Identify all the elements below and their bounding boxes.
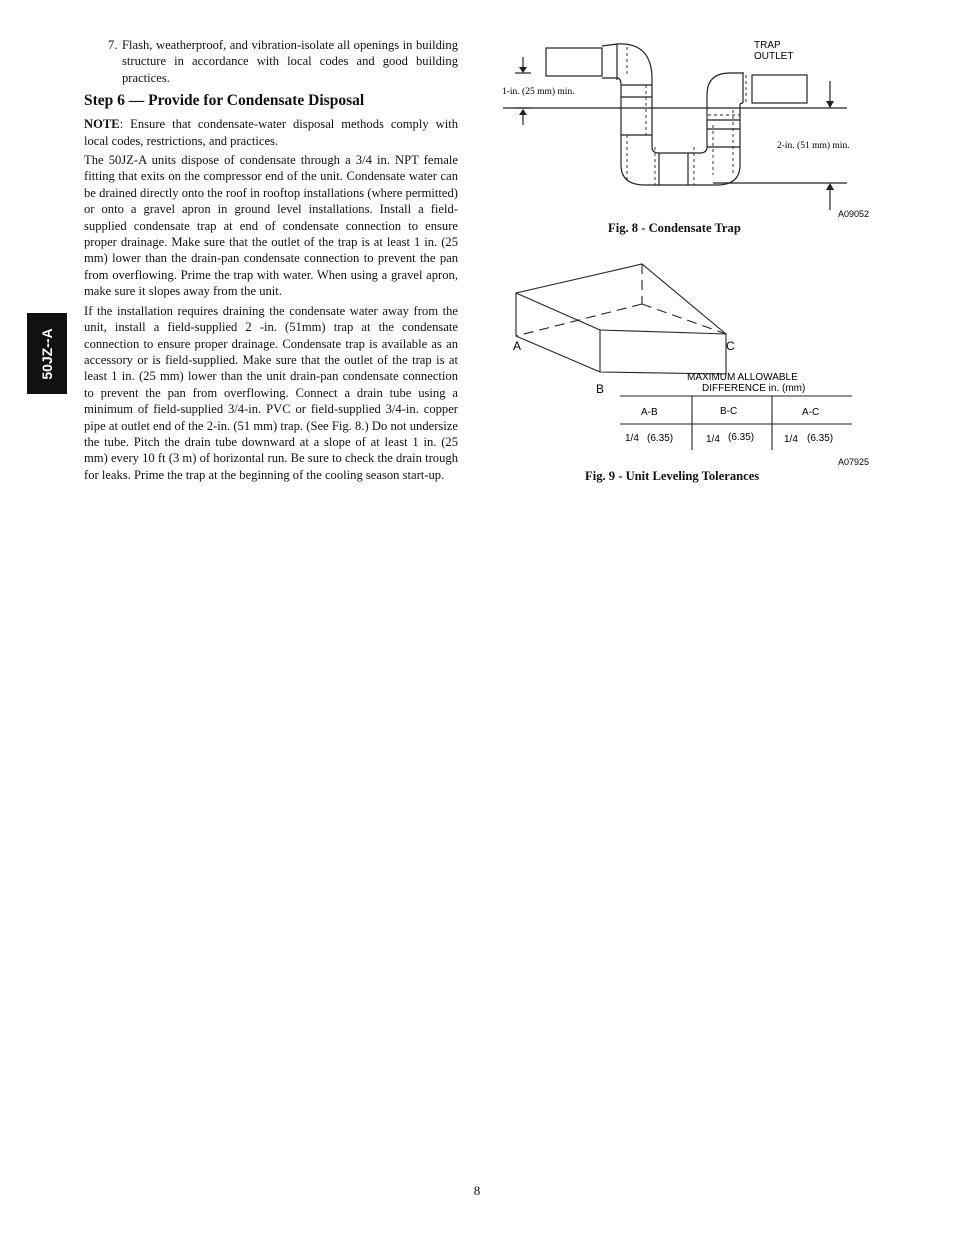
value-ab-fraction: 1/4: [625, 433, 639, 444]
list-item-text: Flash, weatherproof, and vibration-isolate all openings in building structure in accordance with local codes and good building practices.: [122, 38, 458, 85]
table-title-2: DIFFERENCE in. (mm): [702, 383, 806, 394]
fig9-code: A07925: [838, 457, 870, 467]
trap-outlet-label-1: TRAP: [754, 40, 781, 51]
condensate-trap-figure: [495, 35, 875, 225]
corner-a-label: A: [513, 339, 522, 353]
step6-heading: Step 6 — Provide for Condensate Disposal: [84, 92, 365, 110]
note-text: : Ensure that condensate-water disposal methods comply with local codes, restrictions, and practices.: [84, 117, 458, 148]
table-title-1: MAXIMUM ALLOWABLE: [687, 372, 798, 383]
note-label: NOTE: [84, 117, 120, 132]
dim-2in-label: 2-in. (51 mm) min.: [777, 141, 850, 151]
page-number: 8: [473, 1183, 481, 1198]
list-item-7: [84, 37, 458, 86]
value-bc-mm: (6.35): [728, 432, 755, 443]
list-item-number: 7.: [108, 38, 118, 52]
unit-leveling-figure: [505, 260, 875, 470]
fig9-caption: Fig. 9 - Unit Leveling Tolerances: [585, 469, 760, 483]
corner-b-label: B: [596, 382, 605, 396]
header-ab: A-B: [641, 407, 658, 418]
fig8-code: A09052: [838, 209, 870, 219]
header-ac: A-C: [802, 407, 820, 418]
trap-outlet-label-2: OUTLET: [754, 51, 794, 62]
header-bc: B-C: [720, 406, 738, 417]
note-paragraph: [84, 116, 458, 149]
left-column: [84, 37, 458, 486]
paragraph-1: The 50JZ-A units dispose of condensate through a 3/4 in. NPT female fitting that exits on the compressor end of the unit. Condensate water can be drained directly onto the roof in rooftop installations (where permitted) or onto a gravel apron in ground level installations. Install a field-supplied condensate trap at end of condensate connection to ensure proper drainage. Make sure that the outlet of the trap is at least 1 in. (25 mm) lower than the drain-pan condensate connection to prevent the pan from overflowing. Prime the trap with water. When using a gravel apron, make sure it slopes away from the unit.: [84, 153, 458, 299]
corner-c-label: C: [726, 339, 735, 353]
side-tab: [27, 313, 67, 394]
dim-1in-label: 1-in. (25 mm) min.: [502, 87, 575, 97]
fig8-caption: Fig. 8 - Condensate Trap: [608, 221, 741, 235]
side-tab-label: 50JZ--A: [39, 327, 55, 380]
value-ac-mm: (6.35): [807, 433, 834, 444]
value-ab-mm: (6.35): [647, 433, 674, 444]
paragraph-2: If the installation requires draining the condensate water away from the unit, install a field-supplied 2 -in. (51mm) trap at the condensate connection to ensure proper drainage. Condensate trap is available as an accessory or is field-supplied. Make sure that the outlet of the trap is at least 1 in. (25 mm) lower than the unit drain-pan condensate connection to prevent the pan from overflowing. Connect a drain tube using a minimum of field-supplied 3/4-in. PVC or field-supplied 3/4-in. copper pipe at outlet end of the 2-in. (51 mm) trap. (See Fig. 8.) Do not undersize the tube. Pitch the drain tube downward at a slope of at least 1 in. (25 mm) every 10 ft (3 m) of horizontal run. Be sure to check the drain trough for leaks. Prime the trap at the beginning of the cooling season start-up.: [84, 303, 458, 482]
value-bc-fraction: 1/4: [706, 434, 720, 445]
value-ac-fraction: 1/4: [784, 434, 798, 445]
